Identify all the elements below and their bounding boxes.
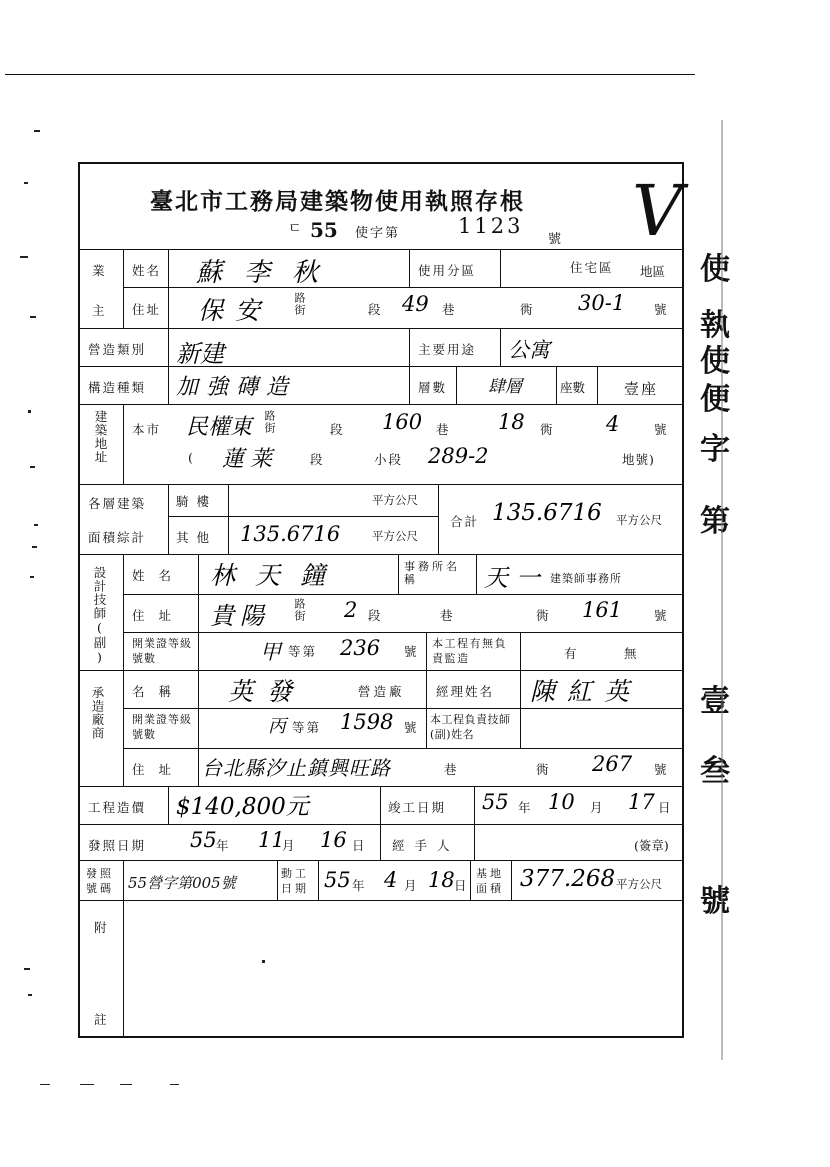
site-area-value: 377.268 bbox=[520, 866, 616, 892]
issue-label: 發照日期 bbox=[88, 838, 147, 853]
designer-name-value: 林天鐘 bbox=[210, 561, 346, 590]
other-label: 其他 bbox=[176, 530, 218, 545]
total-unit: 平方公尺 bbox=[616, 513, 662, 527]
contractor-license-label: 開業證等級號數 bbox=[132, 713, 192, 741]
site-city: 本市 bbox=[132, 422, 162, 437]
site-alley-value: 18 bbox=[498, 410, 525, 434]
designer-no-value: 161 bbox=[582, 598, 623, 622]
designer-section-value: 2 bbox=[344, 598, 358, 622]
completion-label: 竣工日期 bbox=[388, 800, 447, 815]
designer-address-value: 貴陽 bbox=[210, 602, 270, 630]
designer-lane-label: 巷 bbox=[440, 608, 455, 623]
margin-char-9: 號 bbox=[700, 884, 730, 919]
designer-license-word: 等第 bbox=[288, 644, 318, 659]
site-road-label: 路街 bbox=[263, 410, 276, 434]
category-value: 新建 bbox=[176, 340, 224, 368]
designer-address-label: 住址 bbox=[132, 608, 186, 623]
permit-prefix: 55 bbox=[310, 218, 338, 242]
buildings-value: 壹座 bbox=[624, 380, 659, 398]
issue-day-unit: 日 bbox=[352, 838, 367, 853]
contractor-lane-label: 巷 bbox=[444, 762, 459, 777]
owner-section-label: 段 bbox=[368, 302, 383, 317]
sub-section-label: 小段 bbox=[374, 452, 404, 467]
floors-value: 肆層 bbox=[488, 377, 522, 397]
site-side-label: 建築地址 bbox=[93, 410, 108, 464]
margin-char-4: 便 bbox=[700, 382, 730, 417]
completion-year: 55 bbox=[482, 790, 509, 814]
contractor-no-label: 號 bbox=[654, 762, 667, 777]
site-lane-value: 160 bbox=[382, 410, 423, 434]
contractor-license-suffix: 號 bbox=[404, 720, 417, 735]
issue-year-value: 55 bbox=[190, 828, 217, 852]
start-month-unit: 月 bbox=[404, 878, 419, 893]
owner-road-label: 路街 bbox=[293, 292, 306, 316]
owner-side-label-1: 業 bbox=[92, 263, 107, 278]
designer-name-label: 姓名 bbox=[132, 568, 186, 583]
completion-month: 10 bbox=[548, 790, 575, 814]
site-lane-label: 巷 bbox=[436, 422, 451, 437]
start-day: 18 bbox=[428, 868, 455, 892]
site-section-label: 段 bbox=[330, 422, 345, 437]
designer-license-grade: 甲 bbox=[260, 640, 281, 664]
completion-day: 17 bbox=[628, 790, 655, 814]
owner-side-label-2: 主 bbox=[92, 303, 107, 318]
owner-no-value: 30-1 bbox=[578, 291, 626, 315]
margin-char-3: 使 bbox=[700, 344, 730, 379]
permit-word: 使字第 bbox=[355, 226, 401, 241]
structure-label: 構造種類 bbox=[88, 380, 147, 395]
start-label: 動工日期 bbox=[281, 867, 309, 895]
owner-name-value: 蘇李秋 bbox=[196, 258, 341, 288]
designer-side-label: 設計技師(副) bbox=[92, 566, 107, 666]
arcade-label: 騎樓 bbox=[176, 494, 218, 509]
contractor-side-label: 承造廠商 bbox=[90, 686, 105, 740]
designer-license-label: 開業證等級號數 bbox=[132, 637, 192, 665]
land-section-value: 蓮莱 bbox=[222, 447, 279, 472]
margin-char-2: 執 bbox=[700, 308, 730, 343]
area-row1-label: 各層建築 bbox=[88, 496, 147, 511]
zone-label: 使用分區 bbox=[418, 263, 477, 278]
start-month: 4 bbox=[384, 868, 398, 892]
owner-address-value: 保安 bbox=[198, 296, 273, 325]
permit-mark: ㄷ bbox=[288, 221, 302, 237]
contractor-license-word: 等第 bbox=[292, 720, 322, 735]
owner-street-label: 衖 bbox=[520, 302, 535, 317]
contractor-name-value: 英發 bbox=[228, 677, 307, 706]
lot-value: 289-2 bbox=[428, 444, 489, 468]
permit-suffix: 號 bbox=[548, 232, 562, 247]
completion-year-unit: 年 bbox=[518, 800, 533, 815]
area-row2-label: 面積綜計 bbox=[88, 530, 147, 545]
manager-label: 經理姓名 bbox=[436, 684, 495, 699]
land-section-label: 段 bbox=[310, 452, 325, 467]
margin-char-1: 使 bbox=[700, 252, 730, 287]
zone-suffix: 地區 bbox=[640, 264, 666, 279]
contractor-license-no: 1598 bbox=[340, 710, 394, 734]
owner-address-label: 住址 bbox=[132, 302, 162, 317]
category-label: 營造類別 bbox=[88, 342, 147, 357]
start-year: 55 bbox=[324, 868, 351, 892]
arcade-unit: 平方公尺 bbox=[372, 493, 418, 507]
margin-char-7: 壹 bbox=[700, 684, 730, 719]
contractor-address-value: 台北縣汐止鎮興旺路 bbox=[202, 756, 391, 780]
margin-char-6: 第 bbox=[700, 504, 730, 539]
buildings-label: 座數 bbox=[560, 380, 586, 395]
site-area-label: 基地面積 bbox=[476, 867, 504, 895]
site-no-label: 號 bbox=[654, 422, 667, 437]
start-year-unit: 年 bbox=[352, 878, 367, 893]
site-paren: ( bbox=[188, 450, 195, 465]
site-alley-label: 衖 bbox=[540, 422, 555, 437]
designer-license-suffix: 號 bbox=[404, 644, 417, 659]
contractor-address-label: 住址 bbox=[132, 762, 186, 777]
supervise-label: 本工程有無負責監造 bbox=[432, 637, 507, 665]
tech-label: 本工程負責技師(副)姓名 bbox=[430, 713, 511, 741]
permit2-label: 發照號碼 bbox=[86, 867, 114, 895]
designer-no-label: 號 bbox=[654, 608, 667, 623]
completion-month-unit: 月 bbox=[590, 800, 605, 815]
issue-month-value: 11 bbox=[258, 828, 285, 852]
zone-value: 住宅區 bbox=[570, 260, 614, 275]
cost-label: 工程造價 bbox=[88, 800, 147, 815]
main-use-value: 公寓 bbox=[508, 338, 550, 362]
designer-license-no: 236 bbox=[340, 636, 381, 660]
supervise-no: 無 bbox=[624, 646, 639, 661]
handler-label: 經手人 bbox=[392, 838, 460, 853]
contractor-alley-label: 衖 bbox=[536, 762, 551, 777]
structure-value: 加強磚造 bbox=[176, 375, 297, 400]
office-label: 事務所名稱 bbox=[404, 560, 460, 586]
margin-char-5: 字 bbox=[700, 432, 730, 467]
office-suffix: 建築師事務所 bbox=[550, 572, 622, 585]
issue-day-value: 16 bbox=[320, 828, 347, 852]
site-no-value: 4 bbox=[606, 412, 620, 436]
completion-day-unit: 日 bbox=[658, 800, 671, 815]
office-value: 天一 bbox=[484, 564, 548, 592]
permit-number: 1123 bbox=[458, 214, 524, 238]
floors-label: 層數 bbox=[418, 380, 448, 395]
form-title: 臺北市工務局建築物使用執照存根 bbox=[150, 188, 525, 215]
designer-road-label: 路街 bbox=[293, 598, 306, 622]
notes-label-top: 附 bbox=[94, 920, 109, 935]
supervise-yes: 有 bbox=[564, 646, 579, 661]
designer-alley-label: 衖 bbox=[536, 608, 551, 623]
contractor-no-value: 267 bbox=[592, 752, 633, 776]
margin-char-8: 叁 bbox=[700, 754, 730, 789]
total-value: 135.6716 bbox=[492, 500, 602, 526]
site-road-value: 民權東 bbox=[186, 415, 253, 440]
contractor-name-suffix: 營造廠 bbox=[358, 684, 405, 699]
total-label: 合計 bbox=[450, 514, 480, 529]
site-area-unit: 平方公尺 bbox=[616, 877, 662, 891]
owner-lane-value: 49 bbox=[402, 292, 429, 316]
owner-lane-label: 巷 bbox=[442, 302, 457, 317]
start-day-unit: 日 bbox=[454, 878, 467, 893]
other-unit: 平方公尺 bbox=[372, 529, 418, 543]
check-mark: V bbox=[632, 170, 683, 252]
issue-year-unit: 年 bbox=[216, 838, 231, 853]
cost-value: $140,800元 bbox=[176, 794, 309, 820]
owner-no-label: 號 bbox=[654, 302, 667, 317]
contractor-license-grade: 丙 bbox=[268, 716, 286, 737]
sign-label: (簽章) bbox=[634, 838, 669, 853]
other-value: 135.6716 bbox=[240, 522, 341, 546]
lot-label: 地號) bbox=[622, 452, 655, 467]
permit2-value: 55營字第005號 bbox=[128, 874, 236, 892]
issue-month-unit: 月 bbox=[282, 838, 297, 853]
manager-value: 陳紅英 bbox=[530, 677, 642, 706]
designer-section-label: 段 bbox=[368, 608, 383, 623]
main-use-label: 主要用途 bbox=[418, 342, 477, 357]
contractor-name-label: 名稱 bbox=[132, 684, 186, 699]
owner-name-label: 姓名 bbox=[132, 263, 162, 278]
notes-label-bottom: 註 bbox=[94, 1012, 109, 1027]
